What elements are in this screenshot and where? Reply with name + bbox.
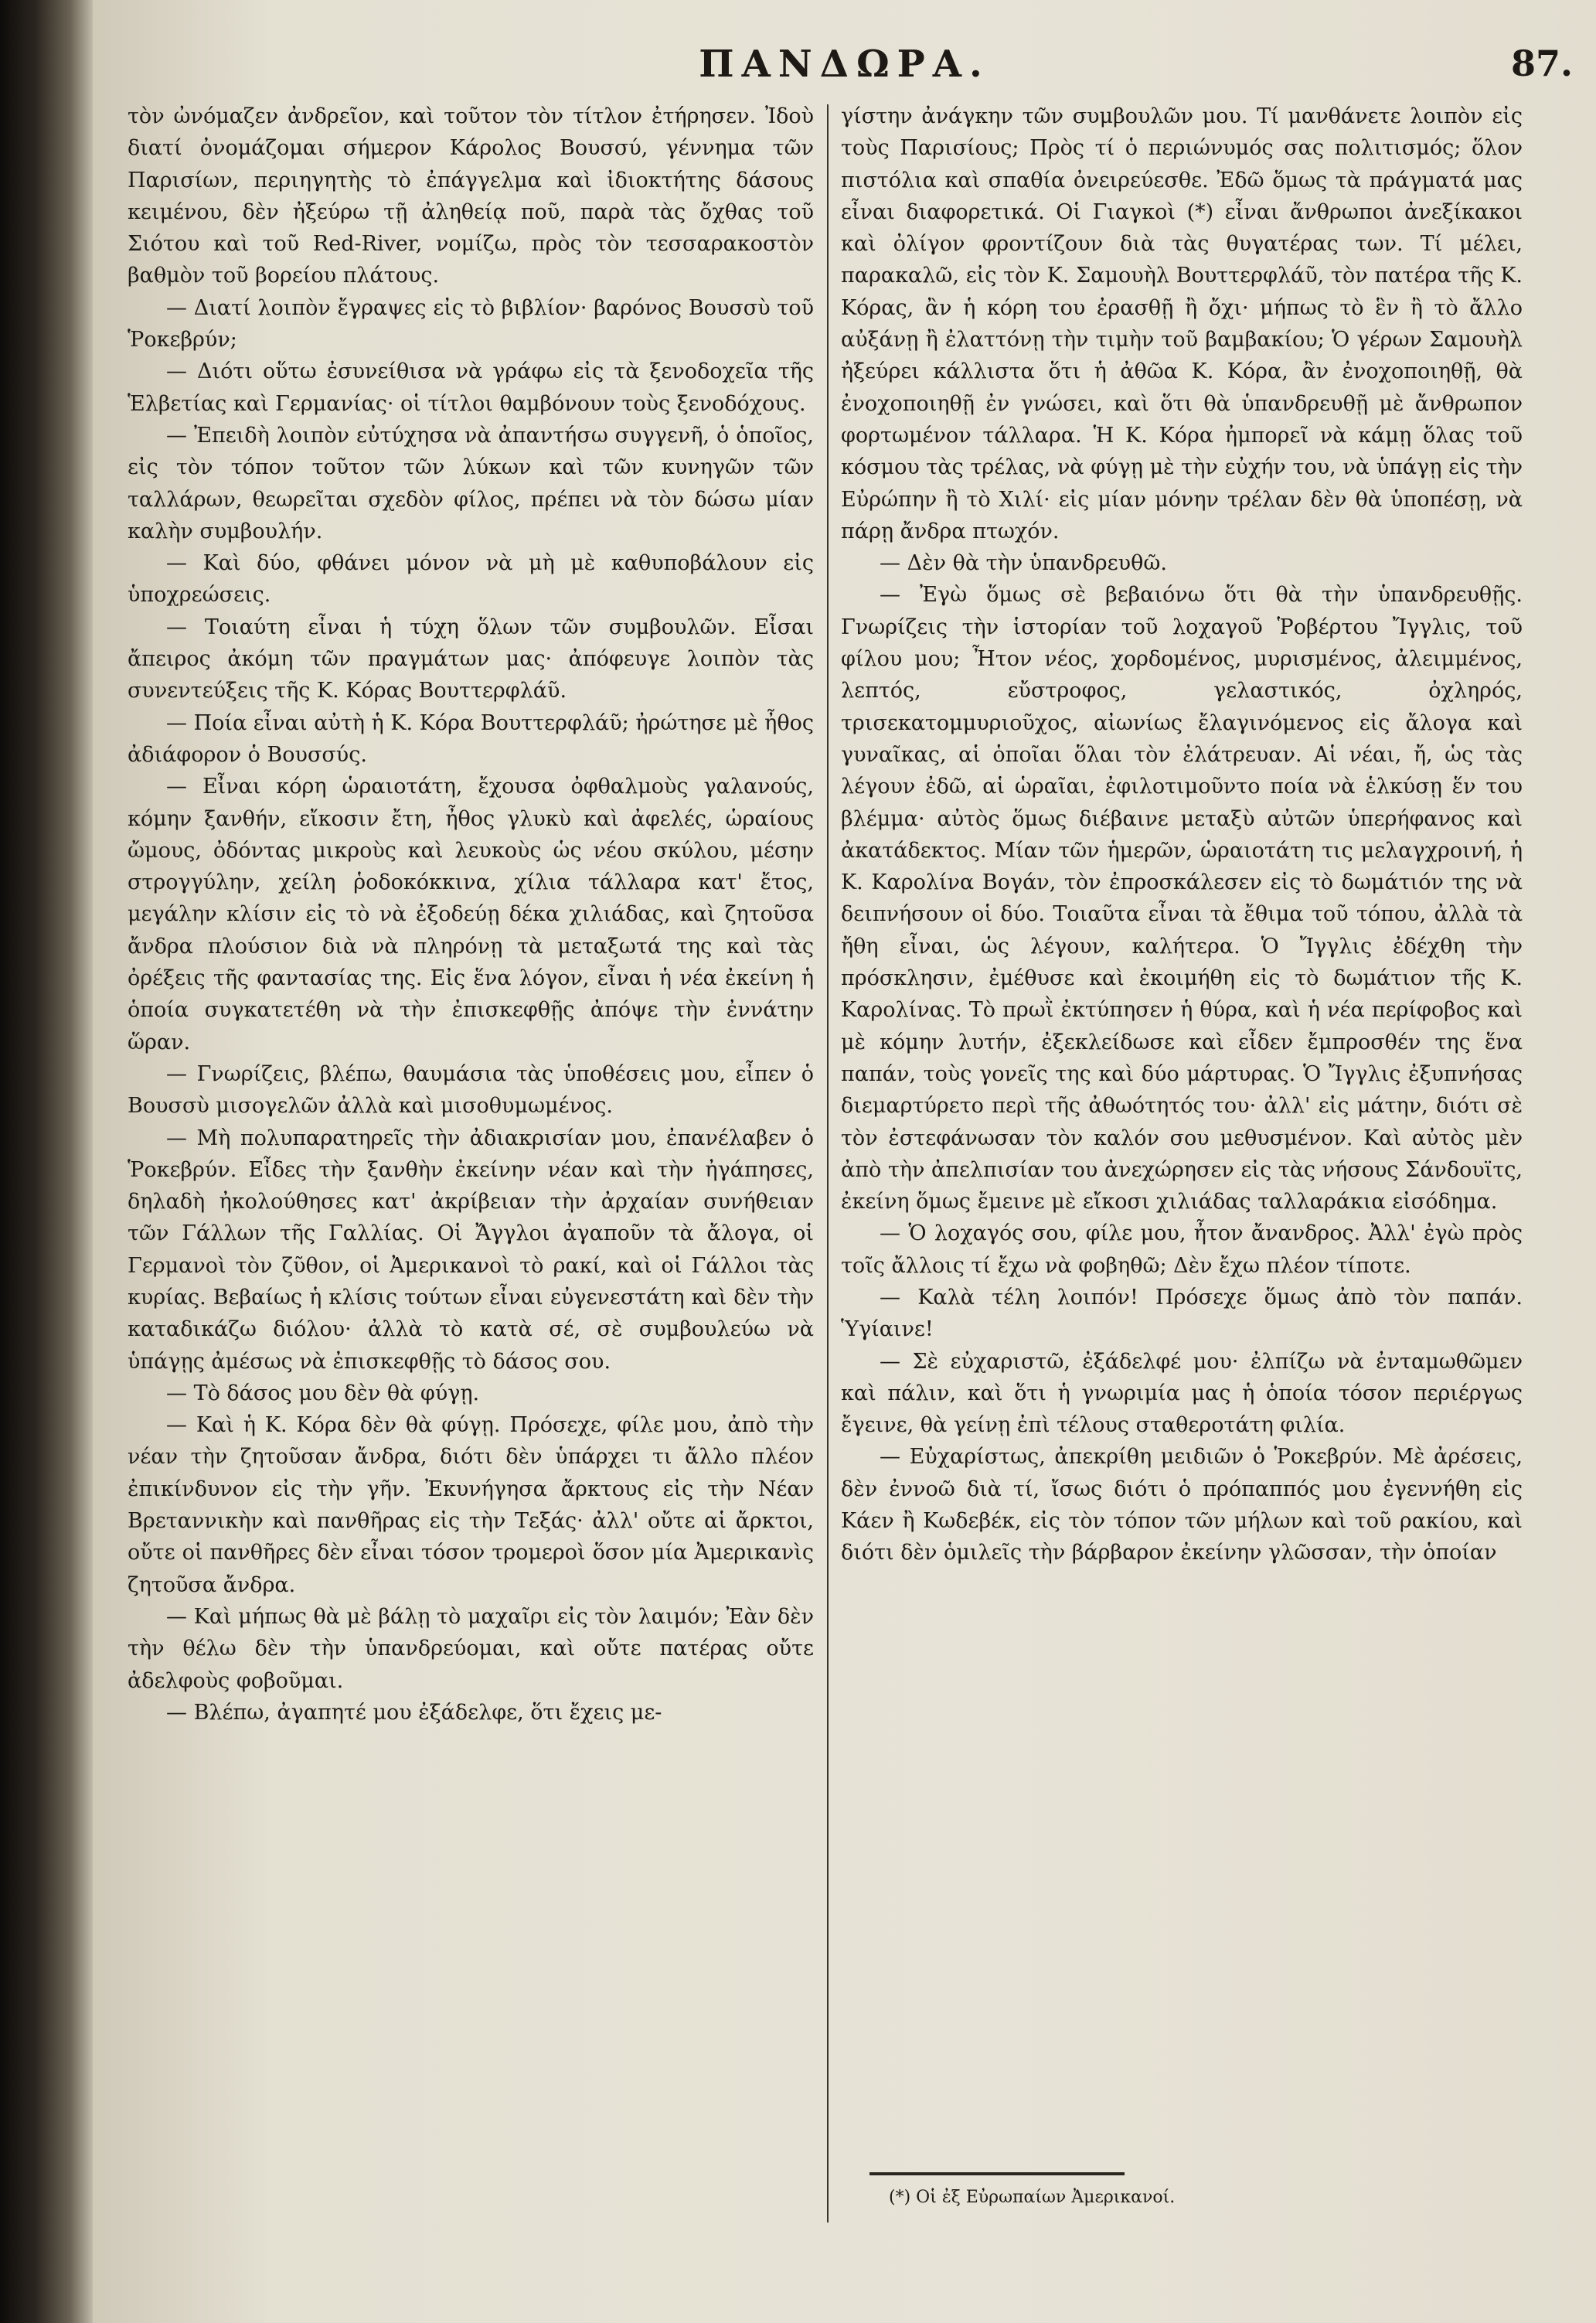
right-paragraph: — Καλὰ τέλη λοιπόν! Πρόσεχε ὅμως ἀπὸ τὸν παπάν. Ὑγίαινε!: [841, 1285, 1523, 1342]
page-binding-shadow: [0, 0, 100, 2323]
left-paragraph: — Γνωρίζεις, βλέπω, θαυμάσια τὰς ὑποθέσεις μου, εἶπεν ὁ Βουσσὺ μισογελῶν ἀλλὰ καὶ μισοθυμωμένος.: [128, 1061, 814, 1119]
footnote-rule: [869, 2172, 1125, 2175]
left-paragraph: — Τὸ δάσος μου δὲν θὰ φύγῃ.: [166, 1381, 480, 1405]
right-column: [841, 100, 1523, 1569]
left-paragraph: — Τοιαύτη εἶναι ἡ τύχη ὅλων τῶν συμβουλῶν. Εἶσαι ἄπειρος ἀκόμη τῶν πραγμάτων μας· ἀπόφευγε λοιπὸν τὰς συνεντεύξεις τῆς Κ. Κόρας Βουττερφλάῦ.: [128, 615, 814, 703]
left-paragraph: — Διότι οὕτω ἐσυνείθισα νὰ γράφω εἰς τὰ ξενοδοχεῖα τῆς Ἑλβετίας καὶ Γερμανίας· οἱ τίτλοι θαμβόνουν τοὺς ξενοδόχους.: [128, 359, 814, 416]
right-paragraph: γίστην ἀνάγκην τῶν συμβουλῶν μου. Τί μανθάνετε λοιπὸν εἰς τοὺς Παρισίους; Πρὸς τί ὁ περιώνυμός σας πολιτισμός; ὅλον πιστόλια καὶ σπαθία ὀνειρεύεσθε. Ἐδῶ ὅμως τὰ πράγματά μας εἶναι διαφορετικά. Οἱ Γιαγκοὶ (*) εἶναι ἄνθρωποι ἀνεξίκακοι καὶ ὀλίγον φροντίζουν διὰ τὰς θυγατέρας των. Τί μέλει, παρακαλῶ, εἰς τὸν Κ. Σαμουὴλ Βουττερφλάῦ, τὸν πατέρα τῆς Κ. Κόρας, ἂν ἡ κόρη του ἐρασθῇ ἢ ὄχι· μήπως τὸ ἓν ἢ τὸ ἄλλο αὐξάνῃ ἢ ἐλαττόνῃ τὴν τιμὴν τοῦ βαμβακίου; Ὁ γέρων Σαμουὴλ ἠξεύρει κάλλιστα ὅτι ἡ ἀθῶα Κ. Κόρα, ἂν ἐνοχοποιηθῇ, θὰ ἐνοχοποιηθῇ ἐν γνώσει, καὶ ὅτι θὰ ὑπανδρευθῇ μὲ ἄνθρωπον φορτωμένον τάλλαρα. Ἡ Κ. Κόρα ἠμπορεῖ νὰ κάμῃ ὅλας τοῦ κόσμου τὰς τρέλας, νὰ φύγῃ μὲ τὴν εὐχήν του, νὰ ὑπάγῃ εἰς τὴν Εὐρώπην ἢ τὸ Χιλί· εἰς μίαν μόνην τρέλαν δὲν θὰ ὑποπέσῃ, νὰ πάρῃ ἄνδρα πτωχόν.: [841, 104, 1523, 543]
right-paragraph: — Ἐγὼ ὅμως σὲ βεβαιόνω ὅτι θὰ τὴν ὑπανδρευθῇς. Γνωρίζεις τὴν ἱστορίαν τοῦ λοχαγοῦ Ῥοβέρτου Ἴγγλις, τοῦ φίλου μου; Ἦτον νέος, χορδομένος, μυρισμένος, ἀλειμμένος, λεπτός, εὔστροφος, γελαστικός, ὀχληρός, τρισεκατομμυριοῦχος, αἰωνίως ἔλαγινόμενος εἰς ἄλογα καὶ γυναῖκας, αἱ ὁποῖαι ὅλαι τὸν ἐλάτρευαν. Αἱ νέαι, ἤ, ὡς τὰς λέγουν ἐδῶ, αἱ ὡραῖαι, ἐφιλοτιμοῦντο ποία νὰ ἑλκύσῃ ἕν του βλέμμα· αὐτὸς ὅμως διέβαινε μεταξὺ αὐτῶν ὑπερήφανος καὶ ἀκατάδεκτος. Μίαν τῶν ἡμερῶν, ὡραιοτάτη τις μελαγχροινή, ἡ Κ. Καρολίνα Βογάν, τὸν ἐπροσκάλεσεν εἰς τὸ δωμάτιόν της νὰ δειπνήσουν οἱ δύο. Τοιαῦτα εἶναι τὰ ἔθιμα τοῦ τόπου, ἀλλὰ τὰ ἤθη εἶναι, ὡς λέγουν, καλήτερα. Ὁ Ἴγγλις ἐδέχθη τὴν πρόσκλησιν, ἐμέθυσε καὶ ἐκοιμήθη εἰς τὸ δωμάτιον τῆς Κ. Καρολίνας. Τὸ πρωῒ ἐκτύπησεν ἡ θύρα, καὶ ἡ νέα περίφοβος καὶ μὲ κόμην λυτήν, ἐξεκλείδωσε καὶ εἶδεν ἔμπροσθέν της ἕνα παπάν, τοὺς γονεῖς της καὶ δύο μάρτυρας. Ὁ Ἴγγλις ἐξυπνήσας διεμαρτύρετο περὶ τῆς ἀθωότητός του· ἀλλ' εἰς μάτην, διότι σὲ τὸν ἐστεφάνωσαν τὸν καλόν σου μεθυσμένον. Καὶ αὐτὸς μὲν ἀπὸ τὴν ἀπελπισίαν του ἀνεχώρησεν εἰς τὰς νήσους Σάνδουϊτς, ἐκείνη ὅμως ἔμεινε μὲ εἴκοσι χιλιάδας ταλλαράκια εἰσόδημα.: [841, 583, 1523, 1214]
page-header: [93, 43, 1596, 89]
page-number: 87.: [1510, 43, 1573, 84]
left-paragraph: — Καὶ μήπως θὰ μὲ βάλῃ τὸ μαχαῖρι εἰς τὸν λαιμόν; Ἐὰν δὲν τὴν θέλω δὲν τὴν ὑπανδρεύομαι, καὶ οὔτε πατέρας οὔτε ἀδελφοὺς φοβοῦμαι.: [128, 1604, 814, 1693]
left-paragraph: — Καὶ ἡ Κ. Κόρα δὲν θὰ φύγῃ. Πρόσεχε, φίλε μου, ἀπὸ τὴν νέαν τὴν ζητοῦσαν ἄνδρα, διότι δὲν ὑπάρχει τι ἄλλο πλέον ἐπικίνδυνον εἰς τὴν γῆν. Ἐκυνήγησα ἄρκτους εἰς τὴν Νέαν Βρεταννικὴν καὶ πανθῆρας εἰς τὴν Τεξάς· ἀλλ' οὔτε αἱ ἄρκτοι, οὔτε οἱ πανθῆρες δὲν εἶναι τόσον τρομεροὶ ὅσον μία Ἀμερικανὶς ζητοῦσα ἄνδρα.: [128, 1413, 814, 1597]
right-paragraph: — Δὲν θὰ τὴν ὑπανδρευθῶ.: [880, 551, 1167, 576]
right-paragraph: — Σὲ εὐχαριστῶ, ἐξάδελφέ μου· ἐλπίζω νὰ ἐνταμωθῶμεν καὶ πάλιν, καὶ ὅτι ἡ γνωριμία μας ἡ ὁποία τόσον περιέργως ἔγεινε, θὰ γείνῃ ἐπὶ τέλους σταθεροτάτη φιλία.: [841, 1349, 1523, 1438]
running-title: ΠΑΝΔΩΡΑ.: [699, 43, 990, 86]
footnote: (*) Οἱ ἐξ Εὐρωπαίων Ἀμερικανοί.: [889, 2188, 1176, 2207]
left-paragraph: — Ποία εἶναι αὐτὴ ἡ Κ. Κόρα Βουττερφλάῦ; ἠρώτησε μὲ ἦθος ἀδιάφορον ὁ Βουσσύς.: [128, 710, 814, 767]
left-column: [128, 100, 814, 1729]
book-page: [93, 0, 1596, 2323]
left-paragraph: — Διατί λοιπὸν ἔγραψες εἰς τὸ βιβλίον· βαρόνος Βουσσὺ τοῦ Ῥοκεβρύν;: [128, 295, 814, 353]
left-paragraph: — Ἐπειδὴ λοιπὸν εὐτύχησα νὰ ἀπαντήσω συγγενῆ, ὁ ὁποῖος, εἰς τὸν τόπον τοῦτον τῶν λύκων καὶ τῶν κυνηγῶν τῶν ταλλάρων, θεωρεῖται σχεδὸν φίλος, πρέπει νὰ τὸν δώσω μίαν καλὴν συμβουλήν.: [128, 423, 814, 543]
left-paragraph: — Βλέπω, ἀγαπητέ μου ἐξάδελφε, ὅτι ἔχεις με-: [166, 1700, 662, 1725]
left-paragraph: τὸν ὠνόμαζεν ἀνδρεῖον, καὶ τοῦτον τὸν τίτλον ἐτήρησεν. Ἰδοὺ διατί ὀνομάζομαι σήμερον Κάρολος Βουσσύ, γέννημα τῶν Παρισίων, περιηγητὴς τὸ ἐπάγγελμα καὶ ἰδιοκτήτης δάσους κειμένου, δὲν ἠξεύρω τῇ ἀληθείᾳ ποῦ, παρὰ τὰς ὄχθας τοῦ Σιότου καὶ τοῦ Red-River, νομίζω, πρὸς τὸν τεσσαρακοστὸν βαθμὸν τοῦ βορείου πλάτους.: [128, 104, 814, 288]
left-paragraph: — Καὶ δύο, φθάνει μόνον νὰ μὴ μὲ καθυποβάλουν εἰς ὑποχρεώσεις.: [128, 551, 814, 608]
left-paragraph: — Εἶναι κόρη ὡραιοτάτη, ἔχουσα ὀφθαλμοὺς γαλανούς, κόμην ξανθήν, εἴκοσιν ἔτη, ἦθος γλυκὺ καὶ ἀφελές, ὡραίους ὤμους, ὀδόντας μικροὺς καὶ λευκοὺς ὡς νέου σκύλου, μέσην στρογγύλην, χείλη ῥοδοκόκκινα, χίλια τάλλαρα κατ' ἔτος, μεγάλην κλίσιν εἰς τὸ νὰ ἐξοδεύῃ δέκα χιλιάδας, καὶ ζητοῦσα ἄνδρα πλούσιον διὰ νὰ πληρόνῃ τὰ μεταξωτά της καὶ τὰς ὀρέξεις τῆς φαντασίας της. Εἰς ἕνα λόγον, εἶναι ἡ νέα ἐκείνη ἡ ὁποία συγκατετέθη νὰ τὴν ἐπισκεφθῇς ἀπόψε τὴν ἐννάτην ὥραν.: [128, 775, 814, 1054]
left-paragraph: — Μὴ πολυπαρατηρεῖς τὴν ἀδιακρισίαν μου, ἐπανέλαβεν ὁ Ῥοκεβρύν. Εἶδες τὴν ξανθὴν ἐκείνην νέαν καὶ τὴν ἠγάπησες, δηλαδὴ ἠκολούθησες κατ' ἀκρίβειαν τὴν ἀρχαίαν συνήθειαν τῶν Γάλλων τῆς Γαλλίας. Οἱ Ἄγγλοι ἀγαποῦν τὰ ἄλογα, οἱ Γερμανοὶ τὸν ζῦθον, οἱ Ἀμερικανοὶ τὸ ρακί, καὶ οἱ Γάλλοι τὰς κυρίας. Βεβαίως ἡ κλίσις τούτων εἶναι εὐγενεστάτη καὶ δὲν τὴν καταδικάζω διόλου· ἀλλὰ τὸ κατὰ σέ, σὲ συμβουλεύω νὰ ὑπάγῃς ἀμέσως νὰ ἐπισκεφθῇς τὸ δάσος σου.: [128, 1126, 814, 1374]
right-paragraph: — Ὁ λοχαγός σου, φίλε μου, ἦτον ἄνανδρος. Ἀλλ' ἐγὼ πρὸς τοῖς ἄλλοις τί ἔχω νὰ φοβηθῶ; Δὲν ἔχω πλέον τίποτε.: [841, 1221, 1523, 1278]
right-paragraph: — Εὐχαρίστως, ἀπεκρίθη μειδιῶν ὁ Ῥοκεβρύν. Μὲ ἀρέσεις, δὲν ἐννοῶ διὰ τί, ἴσως διότι ὁ πρόπαππός μου ἐγεννήθη εἰς Κάεν ἢ Κωδεβέκ, εἰς τὸν τόπον τῶν μήλων καὶ τοῦ ρακίου, καὶ διότι δὲν ὁμιλεῖς τὴν βάρβαρον ἐκείνην γλῶσσαν, τὴν ὁποίαν: [841, 1445, 1523, 1565]
column-divider: [827, 104, 829, 2223]
